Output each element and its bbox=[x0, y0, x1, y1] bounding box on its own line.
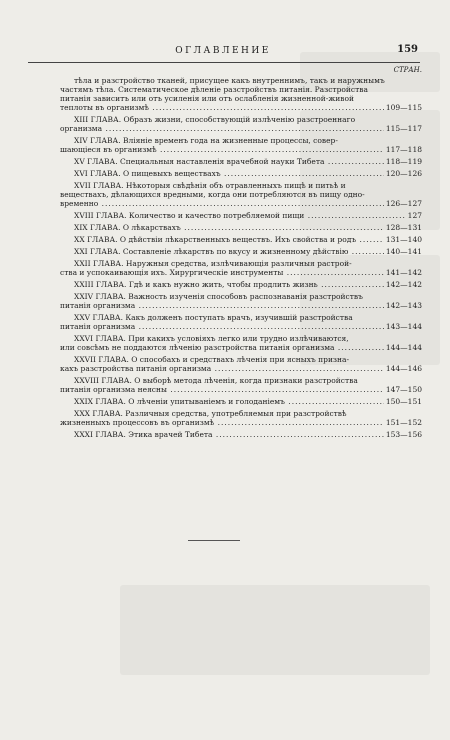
toc-entry-pages: 140—141 bbox=[385, 247, 422, 256]
toc-entry-text: питанія организма ..... bbox=[60, 301, 384, 310]
toc-entry-line bbox=[74, 115, 422, 124]
page-header bbox=[28, 44, 418, 60]
toc-entry-line bbox=[60, 418, 422, 427]
toc-entry-pages: 142—143 bbox=[385, 301, 422, 310]
toc-entry bbox=[60, 409, 422, 427]
toc-entry-line bbox=[60, 385, 422, 394]
toc-entry bbox=[74, 430, 422, 439]
pages-column-label: СТРАН. bbox=[393, 66, 422, 74]
toc-entry bbox=[60, 334, 422, 352]
toc-entry-pages: 127 bbox=[407, 211, 422, 220]
toc-entry-text: частямъ тѣла. Систематическое дѣленіе разстройствъ питанія. Разстройства bbox=[60, 85, 368, 94]
toc-entry-line bbox=[60, 85, 422, 94]
toc-entry-pages: 115—117 bbox=[385, 124, 422, 133]
toc-entry-line bbox=[60, 364, 422, 373]
toc-entry-text: питанія зависитъ или отъ усиленія или отъ ослабленія жизненной-живой bbox=[60, 94, 354, 103]
toc-entry bbox=[60, 376, 422, 394]
toc-entry-text: XV ГЛАВА. Специальныя наставленія врачебной науки Тибета ..... bbox=[74, 157, 384, 166]
page-number: 159 bbox=[397, 44, 418, 55]
toc-entry bbox=[74, 169, 422, 178]
toc-entry-text: веществахъ, дѣлающихся вредными, когда они потребляются въ пищу одно- bbox=[60, 190, 365, 199]
toc-entry-pages: 109—115 bbox=[385, 103, 422, 112]
toc-entry bbox=[60, 181, 422, 208]
toc-entry-line bbox=[60, 145, 422, 154]
toc-entry bbox=[60, 259, 422, 277]
toc-entry-text: или совсѣмъ не поддаются лѣченію разстройства питанія организма ..... bbox=[60, 343, 384, 352]
toc-entry-line bbox=[74, 223, 422, 232]
end-separator bbox=[188, 540, 240, 541]
toc-entry bbox=[60, 136, 422, 154]
toc-entry-text: организма ..... bbox=[60, 124, 384, 133]
toc-entry-text: XVII ГЛАВА. Нѣкоторыя свѣдѣнія объ отравленныхъ пищѣ и питьѣ и bbox=[74, 181, 346, 190]
toc-entry-text: XXV ГЛАВА. Какъ долженъ поступать врачъ, изучившій разстройства bbox=[74, 313, 353, 322]
toc-entry bbox=[60, 313, 422, 331]
toc-entry-line bbox=[60, 301, 422, 310]
toc-entry-text: ства и успокаивающія ихъ. Хирургическіе инструменты ..... bbox=[60, 268, 384, 277]
toc-entry bbox=[60, 355, 422, 373]
toc-entry-line bbox=[60, 322, 422, 331]
toc-entry-line bbox=[74, 259, 422, 268]
toc-entry-text: шающіеся въ организмѣ ..... bbox=[60, 145, 384, 154]
toc-entry-pages: 131—140 bbox=[385, 235, 422, 244]
toc-entry bbox=[74, 211, 422, 220]
toc-entry-line bbox=[60, 94, 422, 103]
toc-entry bbox=[74, 235, 422, 244]
toc-entry-text: теплоты въ организмѣ ..... bbox=[60, 103, 384, 112]
toc-entry-text: XIX ГЛАВА. О лѣкарствахъ ..... bbox=[74, 223, 384, 232]
toc-entry-line bbox=[74, 181, 422, 190]
toc-entry-text: XVIII ГЛАВА. Количество и качество потребляемой пищи ..... bbox=[74, 211, 406, 220]
toc-entry-line bbox=[74, 136, 422, 145]
toc-entry-pages: 144—146 bbox=[385, 364, 422, 373]
toc-entry-line bbox=[74, 313, 422, 322]
toc-entry-text: тѣла и разстройство тканей, присущее какъ внутреннимъ, такъ и наружнымъ bbox=[74, 76, 385, 85]
toc-entry-line bbox=[74, 247, 422, 256]
toc-entry-line bbox=[74, 430, 422, 439]
toc-entry bbox=[74, 247, 422, 256]
toc-entry-text: XXVI ГЛАВА. При какихъ условіяхъ легко или трудно излѣчиваются, bbox=[74, 334, 349, 343]
toc-entry-line bbox=[60, 343, 422, 352]
toc-entry-line bbox=[74, 235, 422, 244]
toc-entry-text: кахъ разстройства питанія организма ..... bbox=[60, 364, 384, 373]
toc-entry-line bbox=[60, 124, 422, 133]
toc-entry-line bbox=[74, 76, 422, 85]
toc-entry-pages: 144—144 bbox=[385, 343, 422, 352]
toc-entry-text: XXX ГЛАВА. Различныя средства, употребляемыя при разстройствѣ bbox=[74, 409, 347, 418]
toc-entry-text: жизненныхъ процессовъ въ организмѣ ..... bbox=[60, 418, 384, 427]
toc-entry-line bbox=[74, 280, 422, 289]
toc-entry-text: XXXI ГЛАВА. Этика врачей Тибета ..... bbox=[74, 430, 384, 439]
toc-entry-pages: 147—150 bbox=[385, 385, 422, 394]
toc-entry-line bbox=[74, 157, 422, 166]
toc-entry-text: XXVIII ГЛАВА. О выборѣ метода лѣченія, когда признаки разстройства bbox=[74, 376, 358, 385]
toc-entry bbox=[74, 397, 422, 406]
toc-entry-pages: 150—151 bbox=[385, 397, 422, 406]
running-title: ОГЛАВЛЕНИЕ bbox=[175, 46, 271, 56]
toc-entry-text: XXI ГЛАВА. Составленіе лѣкарствъ по вкусу и жизненному дѣйствію ..... bbox=[74, 247, 384, 256]
show-through-block bbox=[120, 585, 430, 675]
toc-entry-line bbox=[60, 199, 422, 208]
toc-entry-line bbox=[74, 397, 422, 406]
toc-entry-line bbox=[74, 211, 422, 220]
toc-entry-text: XXIV ГЛАВА. Важность изученія способовъ распознаванія разстройствъ bbox=[74, 292, 363, 301]
toc-entry bbox=[74, 280, 422, 289]
toc-entry-text: XIV ГЛАВА. Вліяніе временъ года на жизненные процессы, совер- bbox=[74, 136, 338, 145]
toc-entry bbox=[74, 223, 422, 232]
toc-entry-pages: 142—142 bbox=[385, 280, 422, 289]
toc-entry-text: питанія организма ..... bbox=[60, 322, 384, 331]
toc-entry-text: XIII ГЛАВА. Образъ жизни, способствующій излѣченію разстроеннаго bbox=[74, 115, 356, 124]
toc-entry-text: XX ГЛАВА. О дѣйствіи лѣкарственныхъ веществъ. Ихъ свойства и родъ ..... bbox=[74, 235, 384, 244]
toc-entry bbox=[60, 115, 422, 133]
toc-entry-line bbox=[74, 169, 422, 178]
toc-entry-line bbox=[60, 190, 422, 199]
toc-entry-pages: 128—131 bbox=[385, 223, 422, 232]
toc-entry-pages: 117—118 bbox=[385, 145, 422, 154]
toc-entry bbox=[60, 76, 422, 112]
toc-entry-text: XXII ГЛАВА. Наружныя средства, излѣчивающія различныя растрой- bbox=[74, 259, 352, 268]
toc-entry-pages: 141—142 bbox=[385, 268, 422, 277]
toc-entry-pages: 143—144 bbox=[385, 322, 422, 331]
toc-entry-pages: 153—156 bbox=[385, 430, 422, 439]
toc-entry-line bbox=[74, 409, 422, 418]
table-of-contents bbox=[60, 76, 422, 442]
toc-entry-line bbox=[74, 355, 422, 364]
toc-entry-line bbox=[74, 376, 422, 385]
toc-entry-text: временно ..... bbox=[60, 199, 384, 208]
toc-entry-line bbox=[74, 292, 422, 301]
toc-entry-text: питанія организма неясны ..... bbox=[60, 385, 384, 394]
toc-entry bbox=[60, 292, 422, 310]
toc-entry bbox=[74, 157, 422, 166]
toc-entry-text: XXIX ГЛАВА. О лѣченіи упитываніемъ и голоданіемъ ..... bbox=[74, 397, 384, 406]
toc-entry-text: XXVII ГЛАВА. О способахъ и средствахъ лѣченія при ясныхъ призна- bbox=[74, 355, 350, 364]
toc-entry-line bbox=[60, 103, 422, 112]
toc-entry-line bbox=[60, 268, 422, 277]
toc-entry-text: XXIII ГЛАВА. Гдѣ и какъ нужно жить, чтобы продлить жизнь ..... bbox=[74, 280, 384, 289]
toc-entry-text: XVI ГЛАВА. О пищевыхъ веществахъ ..... bbox=[74, 169, 384, 178]
toc-entry-line bbox=[74, 334, 422, 343]
toc-entry-pages: 120—126 bbox=[385, 169, 422, 178]
header-rule bbox=[28, 62, 420, 63]
toc-entry-pages: 118—119 bbox=[385, 157, 422, 166]
toc-entry-pages: 151—152 bbox=[385, 418, 422, 427]
toc-entry-pages: 126—127 bbox=[385, 199, 422, 208]
